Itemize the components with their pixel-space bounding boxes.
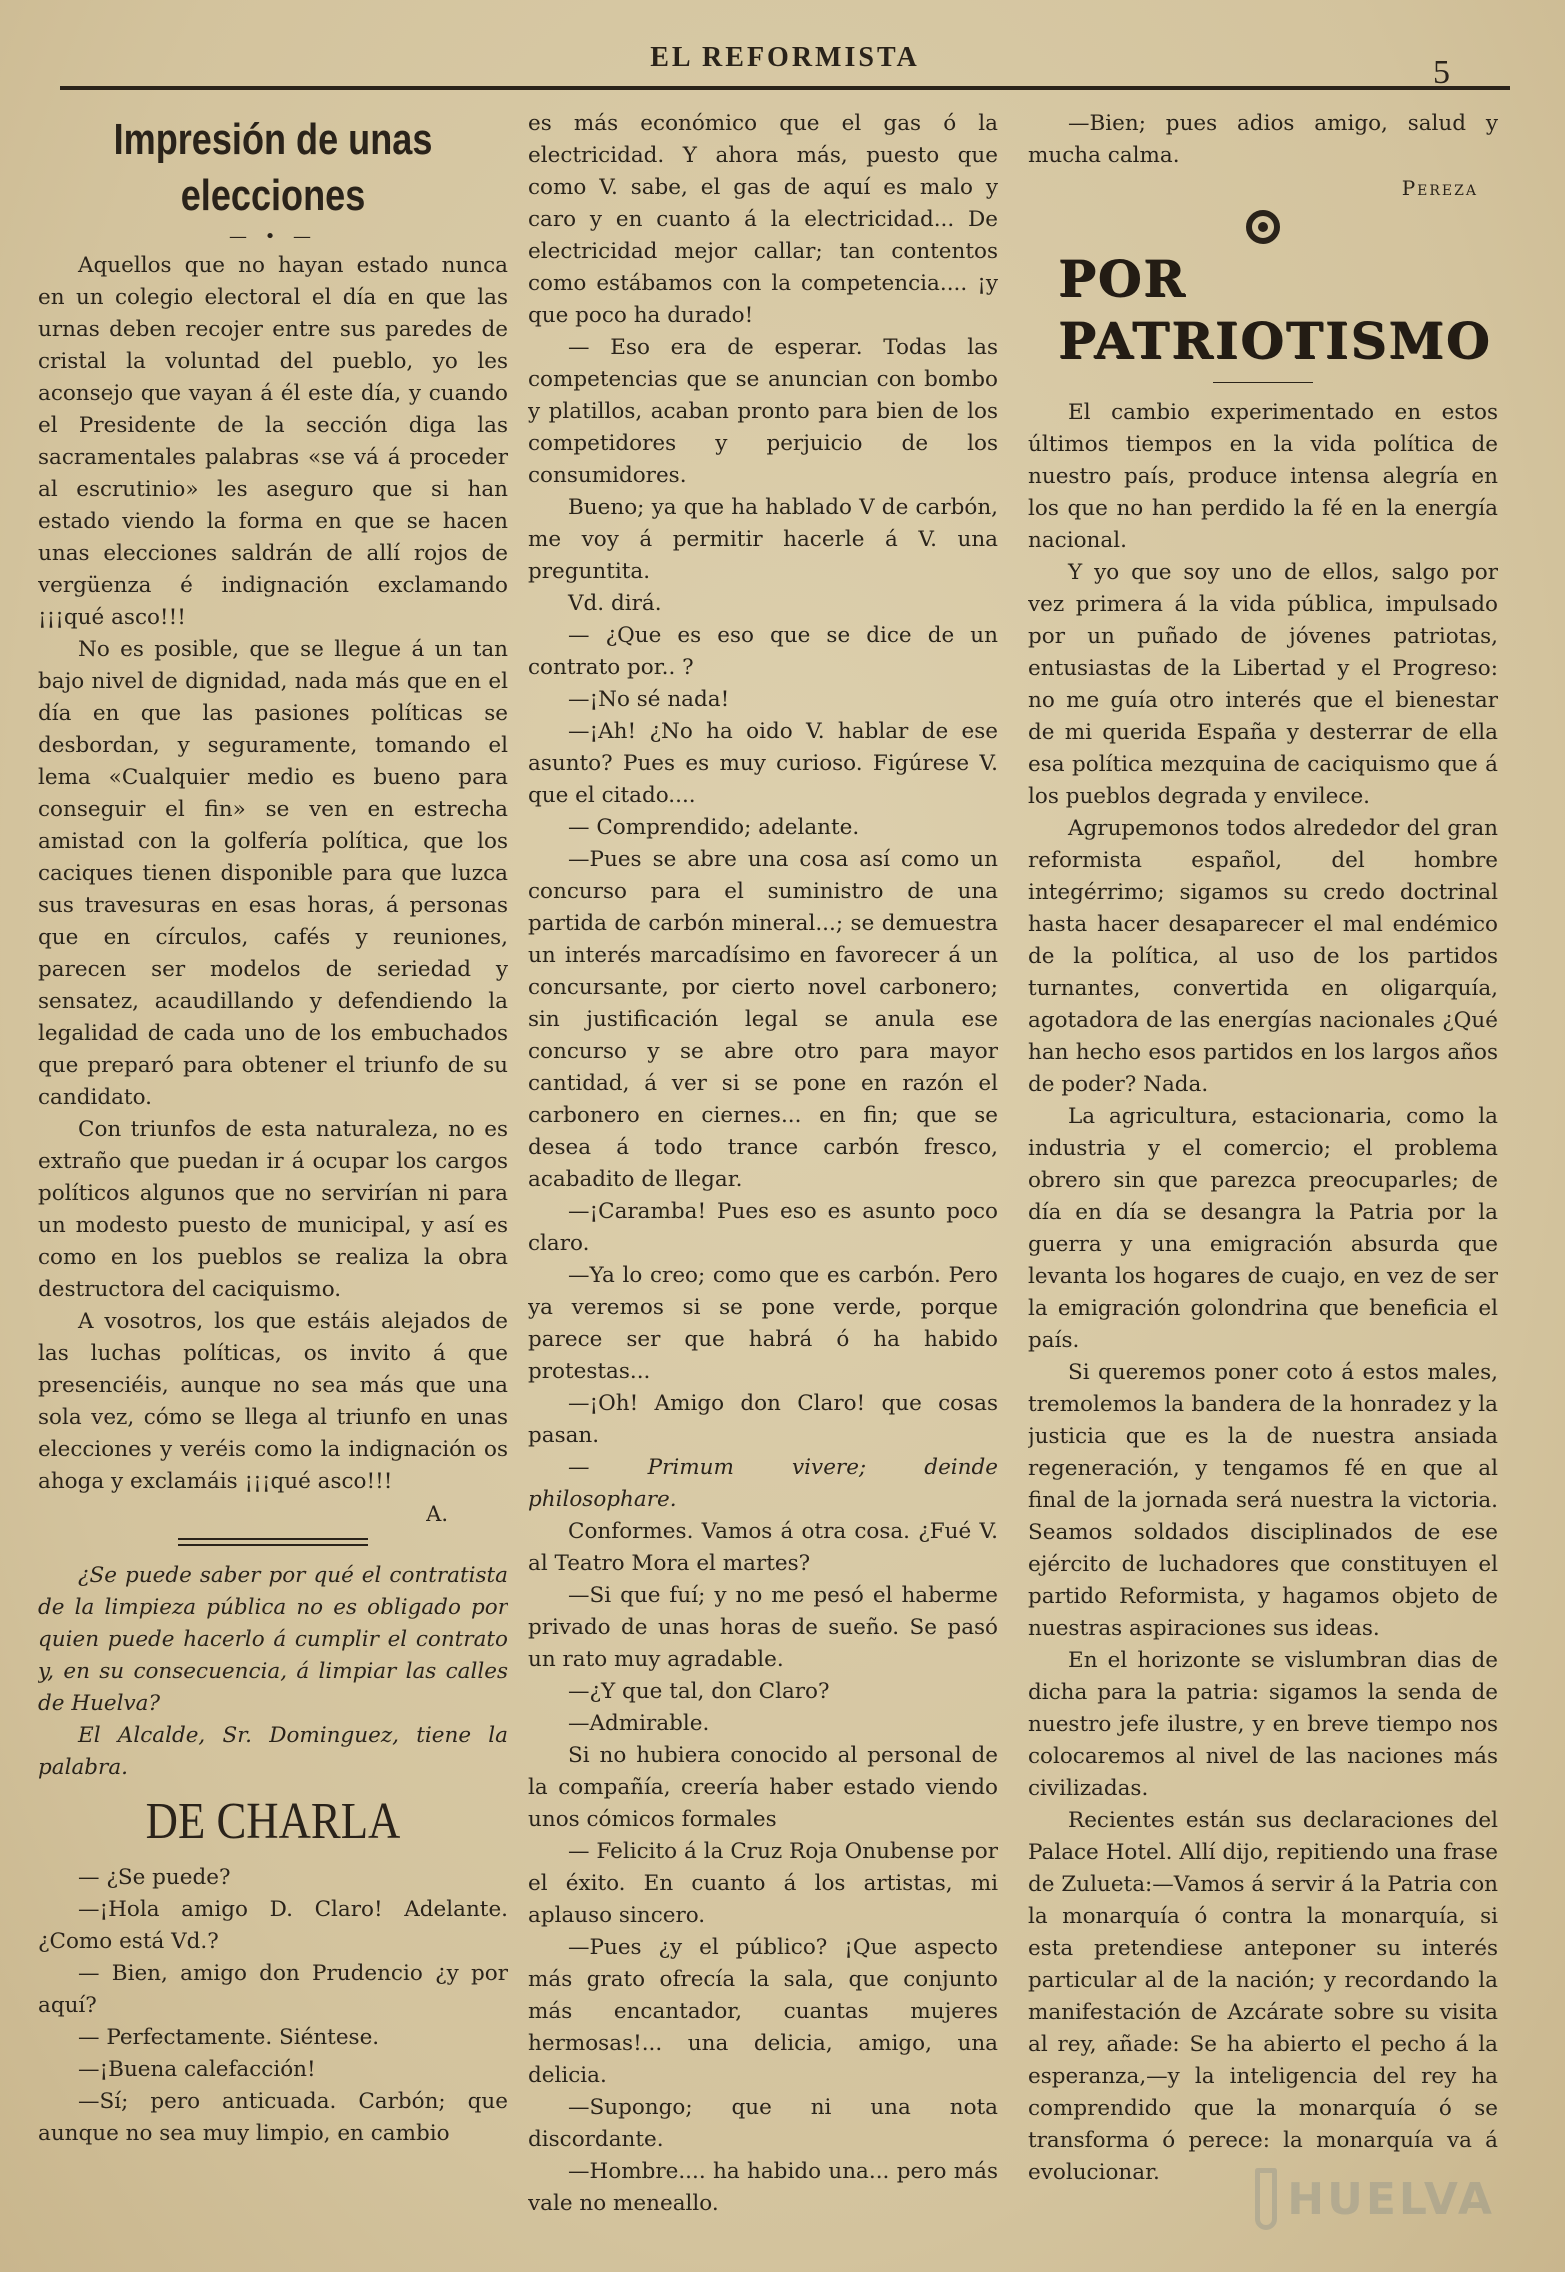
article-body-patriotismo	[1028, 397, 1498, 2189]
dialogue-line: —Sí; pero anticuada. Carbón; que aunque no sea muy limpio, en cambio	[38, 2089, 508, 2146]
dialogue-line: —Bien; pues adios amigo, salud y mucha calma.	[1028, 111, 1498, 168]
dialogue-line: —Hombre.... ha habido una... pero más vale no meneallo.	[528, 2159, 998, 2216]
dialogue-line: Vd. dirá.	[568, 591, 662, 616]
column-3	[1028, 108, 1498, 2238]
shield-icon	[1255, 2168, 1277, 2230]
dialogue-line: —Si que fuí; y no me pesó el haberme privado de unas horas de sueño. Se pasó un rato muy agradable.	[528, 1583, 998, 1672]
dialogue-line: — Perfectamente. Siéntese.	[78, 2025, 380, 2050]
paragraph: Aquellos que no hayan estado nunca en un colegio electoral el día en que las urnas deben recojer entre sus paredes de cristal la voluntad del pueblo, yo les aconsejo que vayan á él este día, y cuando el Presidente de la sección diga las sacramentales palabras «se vá á proceder al escrutinio» les aseguro que si han estado viendo la forma en que se hacen unas elecciones saldrán de allí rojos de vergüenza é indignación exclamando ¡¡¡qué asco!!!	[38, 253, 508, 630]
dialogue-line: — ¿Se puede?	[78, 1865, 231, 1890]
dialogue-line: —Admirable.	[568, 1711, 710, 1736]
page-header	[60, 38, 1510, 98]
headline-rule	[1213, 382, 1313, 383]
dialogue-body	[38, 1862, 508, 2150]
note-limpieza	[38, 1560, 508, 1784]
dialogue-line: — Bien, amigo don Prudencio ¿y por aquí?	[38, 1961, 508, 2018]
headline-separator: — • —	[228, 226, 318, 247]
article-signature: Pereza	[1401, 176, 1478, 200]
paragraph: Si queremos poner coto á estos males, tremolemos la bandera de la honradez y la justicia que es la de nuestra ansiada regeneración, y tengamos fé en que al final de la jornada será nuestra la victoria. Seamos soldados disciplinados de ese ejército de luchadores que constituyen el partido Reformista, y hagamos objeto de nuestras aspiraciones sus ideas.	[1028, 1360, 1498, 1641]
newspaper-title: EL REFORMISTA	[650, 42, 920, 73]
note-paragraph: El Alcalde, Sr. Dominguez, tiene la palabra.	[38, 1723, 508, 1780]
paragraph: Con triunfos de esta naturaleza, no es extraño que puedan ir á ocupar los cargos políticos algunos que no servirían ni para un modesto puesto de municipal, y así es como en los pueblos se realiza la obra destructora del caciquismo.	[38, 1117, 508, 1302]
article-headline-elecciones: Impresión de unas elecciones	[113, 115, 433, 220]
column-1	[38, 108, 508, 2238]
column-2	[528, 108, 998, 2238]
article-headline-de-charla: DE CHARLA	[145, 1793, 401, 1850]
paragraph: A vosotros, los que estáis alejados de las luchas políticas, os invito á que presenciéis, aunque no sea más que una sola vez, cómo se llega al triunfo en unas elecciones y veréis como la indignación os ahoga y exclamáis ¡¡¡qué asco!!!	[38, 1309, 508, 1494]
dialogue-line: —¡Oh! Amigo don Claro! que cosas pasan.	[528, 1391, 998, 1448]
dialogue-line: —¡Hola amigo D. Claro! Adelante. ¿Como está Vd.?	[38, 1897, 508, 1954]
dialogue-line: Si no hubiera conocido al personal de la compañía, creería haber estado viendo unos cómicos formales	[528, 1743, 998, 1832]
note-paragraph: ¿Se puede saber por qué el contratista de la limpieza pública no es obligado por quien puede hacerlo á cumplir el contrato y, en su consecuencia, á limpiar las calles de Huelva?	[38, 1563, 508, 1716]
dialogue-line: —¡Buena calefacción!	[78, 2057, 316, 2082]
article-signature: A.	[426, 1502, 448, 1526]
dialogue-line: —¡Caramba! Pues eso es asunto poco claro.	[528, 1199, 998, 1256]
dialogue-line: — Primum vivere; deinde philosophare.	[528, 1455, 998, 1512]
paragraph: Agrupemonos todos alrededor del gran reformista español, del hombre integérrimo; sigamos su credo doctrinal hasta hacer desaparecer el mal endémico de la política, al uso de los partidos turnantes, convertida en oligarquía, agotadora de las energías nacionales ¿Qué han hecho esos partidos en los largos años de poder? Nada.	[1028, 816, 1498, 1097]
paragraph: Y yo que soy uno de ellos, salgo por vez primera á la vida pública, impulsado por un puñado de jóvenes patriotas, entusiastas de la Libertad y el Progreso: no me guía otro interés que el bienestar de mi querida España y desterrar de ella esa política mezquina de caciquismo que á los pueblos degrada y envilece.	[1028, 560, 1498, 809]
dialogue-line: —Pues ¿y el público? ¡Que aspecto más grato ofrecía la sala, que conjunto más encantador, cuantas mujeres hermosas!... una delicia, amigo, una delicia.	[528, 1935, 998, 2088]
dialogue-line: —Ya lo creo; como que es carbón. Pero ya veremos si se pone verde, porque parece ser que habrá ó ha habido protestas...	[528, 1263, 998, 1384]
paragraph: En el horizonte se vislumbran dias de dicha para la patria: sigamos la senda de nuestro jefe ilustre, y en breve tiempo nos colocaremos al nivel de las naciones más civilizadas.	[1028, 1648, 1498, 1801]
dialogue-line: —Supongo; que ni una nota discordante.	[528, 2095, 998, 2152]
dialogue-line: Bueno; ya que ha hablado V de carbón, me voy á permitir hacerle á V. una preguntita.	[528, 495, 998, 584]
dialogue-line: es más económico que el gas ó la electricidad. Y ahora más, puesto que como V. sabe, el gas de aquí es malo y caro y en cuanto á la electricidad... De electricidad mejor callar; tan contentos como estábamos con la competencia.... ¡y que poco ha durado!	[528, 111, 998, 328]
dialogue-line: Conformes. Vamos á otra cosa. ¿Fué V. al Teatro Mora el martes?	[528, 1519, 998, 1576]
dialogue-line: —¡No sé nada!	[568, 687, 730, 712]
dialogue-line: — ¿Que es eso que se dice de un contrato por.. ?	[528, 623, 998, 680]
dialogue-line: — Felicito á la Cruz Roja Onubense por el éxito. En cuanto á los artistas, mi aplauso sincero.	[528, 1839, 998, 1928]
dialogue-line: — Eso era de esperar. Todas las competencias que se anuncian con bombo y platillos, acaban pronto para bien de los competidores y perjuicio de los consumidores.	[528, 335, 998, 488]
page-number: 5	[1433, 54, 1450, 91]
dialogue-line: —¡Ah! ¿No ha oido V. hablar de ese asunto? Pues es muy curioso. Figúrese V. que el citado....	[528, 719, 998, 808]
header-rule	[60, 86, 1510, 90]
double-rule-divider	[178, 1538, 368, 1546]
paragraph: El cambio experimentado en estos últimos tiempos en la vida política de nuestro país, produce intensa alegría en los que no han perdido la fé en la energía nacional.	[1028, 400, 1498, 553]
ornament-dot	[1258, 222, 1268, 232]
paragraph: No es posible, que se llegue á un tan bajo nivel de dignidad, nada más que en el día en que las pasiones políticas se desbordan, y seguramente, tomando el lema «Cualquier medio es bueno para conseguir el fin» se ven en estrecha amistad con la golfería política, que los caciques tienen disponible para que luzca sus travesuras en esas horas, á personas que en círculos, cafés y reuniones, parecen ser modelos de seriedad y sensatez, acaudillando y defendiendo la legalidad de cada uno de los embuchados que preparó para obtener el triunfo de su candidato.	[38, 637, 508, 1110]
paragraph: Recientes están sus declaraciones del Palace Hotel. Allí dijo, repitiendo una frase de Zulueta:—Vamos á servir á la Patria con la monarquía ó contra la monarquía, si esta pretendiese anteponer su interés particular al de la nación; y recordando la manifestación de Azcárate sobre su visita al rey, añade: Se ha abierto el pecho á la esperanza,—y la inteligencia del rey ha comprendido que la monarquía ó se transforma ó perece: la monarquía va á evolucionar.	[1028, 1808, 1498, 2185]
watermark-text: HUELVA	[1287, 2173, 1495, 2225]
paragraph: La agricultura, estacionaria, como la industria y el comercio; el problema obrero sin que parezca preocuparles; de día en día se desangra la Patria por la guerra y una emigración absurda que levanta los hogares de cuajo, en vez de ser la emigración golondrina que beneficia el país.	[1028, 1104, 1498, 1353]
ornament-icon	[1246, 210, 1280, 244]
archive-watermark	[1255, 2164, 1495, 2234]
dialogue-line: —Pues se abre una cosa así como un concurso para el suministro de una partida de carbón mineral...; se demuestra un interés marcadísimo en favorecer á un concursante, por cierto novel carbonero; sin justificación legal se anula ese concurso y se abre otro para mayor cantidad, á ver si se pone en razón el carbonero en ciernes... en fin; que se desea á todo trance carbón fresco, acabadito de llegar.	[528, 847, 998, 1192]
article-body-elecciones	[38, 250, 508, 1498]
dialogue-line: —¿Y que tal, don Claro?	[568, 1679, 830, 1704]
article-headline-patriotismo: POR PATRIOTISMO	[1058, 249, 1492, 370]
dialogue-line: — Comprendido; adelante.	[568, 815, 860, 840]
